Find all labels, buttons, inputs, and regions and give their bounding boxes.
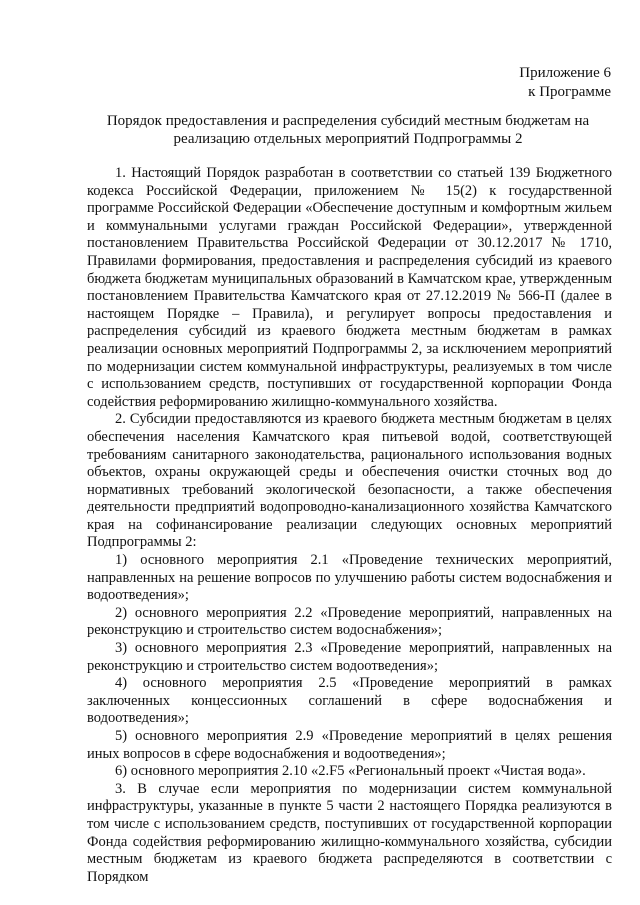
document-title-line-1: Порядок предоставления и распределения субсидий местным бюджетам на — [106, 113, 590, 129]
list-item-activity-2-3: 3) основного мероприятия 2.3 «Проведение мероприятий, направленных на реконструкцию и строительство систем водоотведения»; — [87, 640, 612, 674]
appendix-heading — [519, 64, 611, 102]
list-item-activity-2-5: 4) основного мероприятия 2.5 «Проведение мероприятий в рамках заключенных концессионных соглашений в сфере водоснабжения и водоотведения»; — [87, 675, 612, 727]
paragraph-clause-1: 1. Настоящий Порядок разработан в соответствии со статьей 139 Бюджетного кодекса Российской Федерации, приложением № 15(2) к государственной программе Российской Федерации «Обеспечение доступным и комфортным жильем и коммунальными услугами граждан Российской Федерации», утвержденной постановлением Правительства Российской Федерации от 30.12.2017 № 1710, Правилами формирования, предоставления и распределения субсидий из краевого бюджета бюджетам муниципальных образований в Камчатском крае, утвержденным постановлением Правительства Камчатского края от 27.12.2019 № 566-П (далее в настоящем Порядке – Правила), и регулирует вопросы предоставления и распределения субсидий из краевого бюджета местным бюджетам в рамках реализации основных мероприятий Подпрограммы 2, за исключением мероприятий по модернизации систем коммунальной инфраструктуры, реализуемых в том числе с использованием средств, поступивших от государственной корпорации Фонда содействия реформированию жилищно-коммунального хозяйства. — [87, 165, 612, 410]
paragraph-clause-3: 3. В случае если мероприятия по модернизации систем коммунальной инфраструктуры, указанные в пункте 5 части 2 настоящего Порядка реализуются в том числе с использованием средств, поступивших от государственной корпорации Фонда содействия реформированию жилищно-коммунального хозяйства, субсидии местным бюджетам из краевого бюджета распределяются в соответствии с Порядком — [87, 780, 612, 885]
document-body — [87, 165, 612, 886]
appendix-number: Приложение 6 — [519, 65, 611, 81]
document-title-line-2: реализацию отдельных мероприятий Подпрограммы 2 — [173, 131, 523, 147]
appendix-reference: к Программе — [528, 84, 611, 100]
document-title — [86, 112, 610, 148]
list-item-activity-2-10: 6) основного мероприятия 2.10 «2.F5 «Региональный проект «Чистая вода». — [115, 763, 586, 780]
list-item-activity-2-1: 1) основного мероприятия 2.1 «Проведение технических мероприятий, направленных на решение вопросов по улучшению работы систем водоснабжения и водоотведения»; — [87, 552, 612, 604]
list-item-activity-2-9: 5) основного мероприятия 2.9 «Проведение мероприятий в целях решения иных вопросов в сфере водоснабжения и водоотведения»; — [87, 728, 612, 762]
list-item-activity-2-2: 2) основного мероприятия 2.2 «Проведение мероприятий, направленных на реконструкцию и строительство систем водоснабжения»; — [87, 604, 612, 639]
paragraph-clause-2: 2. Субсидии предоставляются из краевого бюджета местным бюджетам в целях обеспечения населения Камчатского края питьевой водой, соответствующей требованиям санитарного законодательства, рационального использования водных объектов, охраны окружающей среды и обеспечения очистки сточных вод до нормативных требований экологической безопасности, а также обеспечения деятельности предприятий водопроводно-канализационного хозяйства Камчатского края на софинансирование реализации следующих основных мероприятий Подпрограммы 2: — [87, 411, 612, 551]
